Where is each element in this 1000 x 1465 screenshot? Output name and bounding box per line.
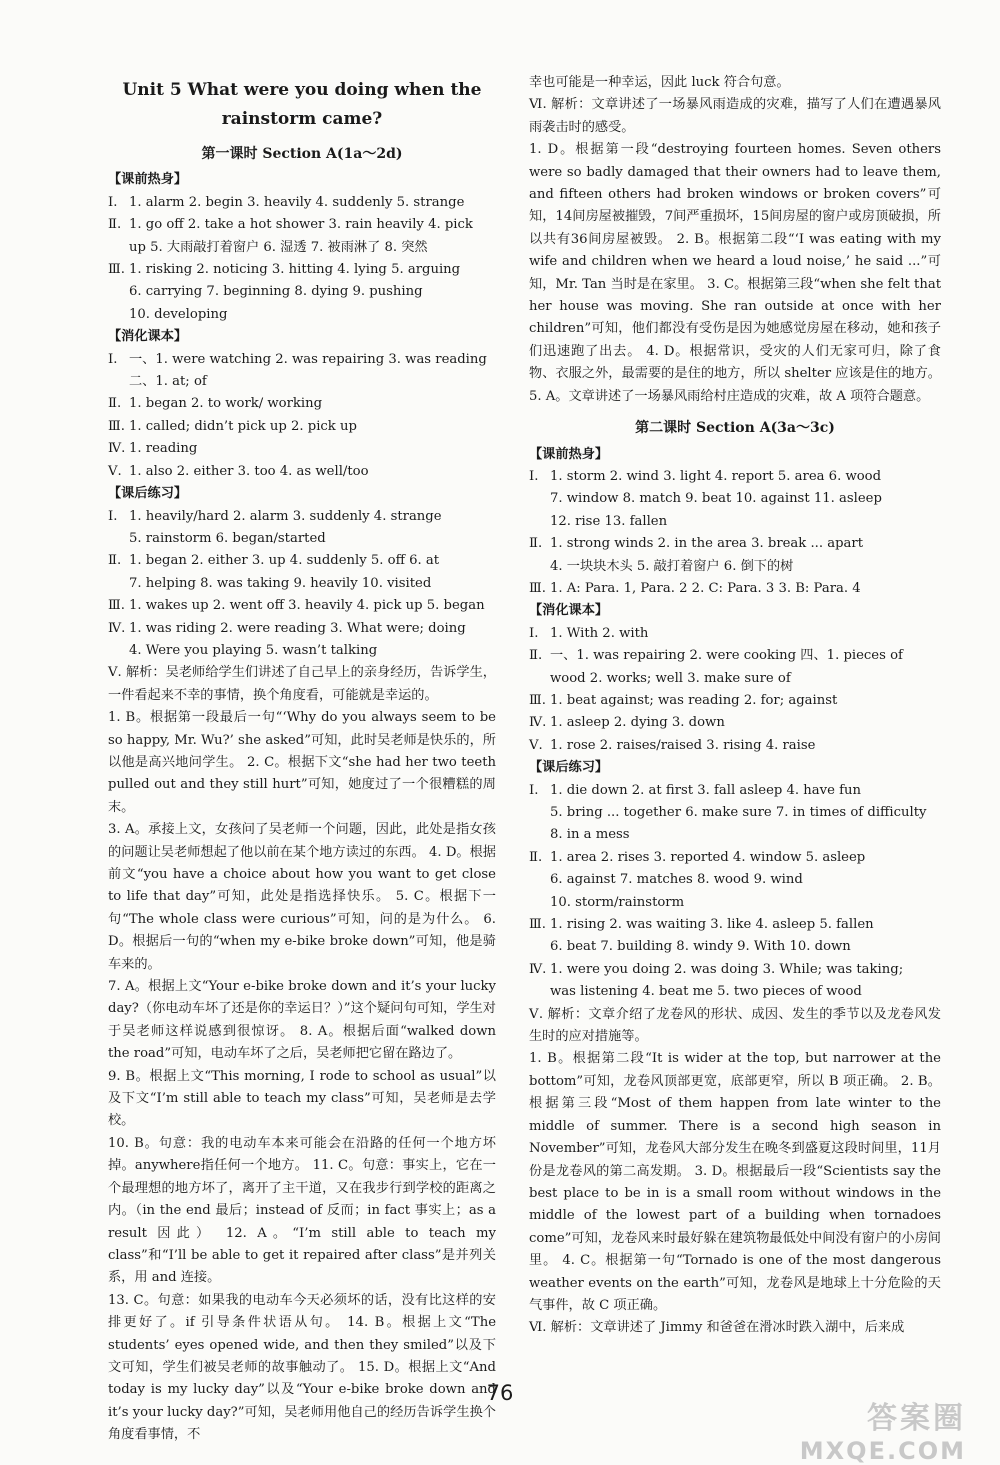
answer-text: 6. carrying 7. beginning 8. dying 9. pushing	[129, 284, 423, 300]
answer-line	[529, 981, 941, 1003]
answer-text: 6. against 7. matches 8. wood 9. wind	[550, 872, 803, 888]
explanation-paragraph: Ⅴ. 解析：文章介绍了龙卷风的形状、成因、发生的季节以及龙卷风发生时的应对措施等。	[529, 1006, 941, 1045]
roman-numeral: Ⅲ.	[529, 917, 546, 933]
roman-numeral: Ⅴ.	[529, 737, 543, 753]
answer-text: 1. rose 2. raises/raised 3. rising 4. raise	[550, 737, 816, 753]
answer-text: 1. was riding 2. were reading 3. What were; doing	[129, 620, 466, 636]
answer-line	[529, 466, 941, 488]
answer-line	[529, 802, 941, 824]
answer-line	[108, 550, 496, 572]
explanation-paragraph: 1. B。根据第二段“It is wider at the top, but narrower at the bottom”可知，龙卷风顶部更宽，底部更窄，所以 B 项正确。 2. B。根据第三段“Most of them happen from late winter to the middle of summer. There is a second high season in November”可知，龙卷风大部分发生在晚冬到盛夏这段时间里，11月份是龙卷风的第二高发期。 3. D。根据最后一段“Scientists say the best place to be in is a small room without windows in the middle of the lowest part of a building when tornadoes come”可知，龙卷风来时最好躲在建筑物最低处中间没有窗户的小房间里。 4. C。根据第一句“Tornado is one of the most dangerous weather events on the earth”可知，龙卷风是地球上十分危险的天气事件，故 C 项正确。	[529, 1051, 941, 1313]
answer-text: 1. risking 2. noticing 3. hitting 4. lying 5. arguing	[129, 262, 461, 278]
answer-line	[529, 712, 941, 734]
roman-numeral: Ⅳ.	[529, 715, 547, 731]
explanation-paragraph: Ⅴ. 解析：吴老师给学生们讲述了自己早上的亲身经历，告诉学生，一件看起来不幸的事情，换个角度看，可能就是幸运的。	[108, 665, 496, 703]
answer-text: 5. bring ... together 6. make sure 7. in times of difficulty	[550, 805, 927, 820]
answer-line	[529, 735, 941, 757]
section-header: 【课前热身】	[529, 446, 609, 462]
roman-numeral: Ⅲ.	[108, 418, 125, 434]
roman-numeral: Ⅲ.	[108, 598, 125, 614]
answer-line	[529, 780, 941, 802]
answer-line	[529, 959, 941, 981]
answer-text: 12. rise 13. fallen	[550, 513, 668, 529]
answer-text: 1. strong winds 2. in the area 3. break ... apart	[550, 536, 864, 552]
watermark-logo: 答案圈 MXQE.COM	[799, 1401, 966, 1465]
answer-text: 1. wakes up 2. went off 3. heavily 4. pick up 5. began	[129, 598, 485, 614]
explanation-paragraph: 1. D。根据第一段“destroying fourteen homes. Seven others were so badly damaged that their owners had to leave them, and fifteen others had broken windows or broken covers”可知，14间房屋被摧毁，7间严重损坏，15间房屋的窗户或房顶破损，所以共有36间房屋被毁。 2. B。根据第二段“‘I was eating with my wife and children when we heard a loud noise,’ he said ...”可知，Mr. Tan 当时是在家里。 3. C。根据第三段“when she felt that her house was moving. She ran outside at once with her children”可知，他们都没有受伤是因为她感觉房屋在移动，她和孩子们迅速跑了出去。 4. D。根据常识，受灾的人们无家可归，除了食物、衣服之外，最需要的是住的地方，所以 shelter 应该是住的地方。 5. A。文章讲述了一场暴风雨给村庄造成的灾难，故 A 项符合题意。	[529, 142, 941, 404]
answer-line	[529, 847, 941, 869]
answer-line	[108, 528, 496, 550]
explanation-paragraph: 1. B。根据第一段最后一句“‘Why do you always seem to be so happy, Mr. Wu?’ she asked”可知，此时吴老师是快乐的，所以他是高兴地问学生。 2. C。根据下文“she had her two teeth pulled out and they still hurt”可知，她度过了一个很糟糕的周末。	[108, 710, 496, 815]
answer-text: 1. called; didn’t pick up 2. pick up	[129, 418, 357, 434]
answer-text: 10. developing	[129, 306, 228, 322]
explanation-paragraph: 9. B。根据上文“This morning, I rode to school as usual”以及下文“I’m still able to teach my class”可知，吴老师是去学校。	[108, 1068, 496, 1129]
answer-text: 一、1. was repairing 2. were cooking 四、1. pieces of	[550, 648, 903, 664]
explanation-paragraph: 7. A。根据上文“Your e-bike broke down and it’s your lucky day?（你电动车坏了还是你的幸运日？）”这个疑问句可知，学生对于吴老师这样说感到很惊讶。 8. A。根据后面“walked down the road”可知，电动车坏了之后，吴老师把它留在路边了。	[108, 979, 496, 1062]
answer-line	[529, 668, 941, 690]
lesson-2-title: 第二课时 Section A(3a～3c)	[635, 420, 835, 437]
answer-text: up 5. 大雨敲打着窗户 6. 湿透 7. 被雨淋了 8. 突然	[129, 239, 428, 255]
answer-line	[108, 461, 496, 483]
answer-text: 6. beat 7. building 8. windy 9. With 10. down	[550, 939, 851, 955]
answer-explanations	[529, 72, 941, 408]
answer-text: wood 2. works; well 3. make sure of	[550, 670, 791, 686]
answer-line	[108, 618, 496, 640]
explanation-paragraph: Ⅵ. 解析：文章讲述了一场暴风雨造成的灾难，描写了人们在遭遇暴风雨袭击时的感受。	[529, 97, 941, 135]
answer-line	[108, 506, 496, 528]
answer-line	[108, 281, 496, 303]
roman-numeral: Ⅰ.	[108, 194, 118, 210]
roman-numeral: Ⅰ.	[108, 508, 118, 524]
roman-numeral: Ⅲ.	[108, 262, 125, 278]
answer-list	[108, 349, 496, 483]
answer-line	[108, 573, 496, 595]
roman-numeral: Ⅱ.	[108, 553, 122, 569]
answer-line	[529, 488, 941, 510]
answer-text: 1. began 2. to work/ working	[129, 396, 323, 412]
section-header: 【消化课本】	[108, 329, 188, 345]
answer-text: 1. die down 2. at first 3. fall asleep 4. have fun	[550, 782, 861, 798]
roman-numeral: Ⅰ.	[108, 351, 118, 367]
roman-numeral: Ⅳ.	[108, 620, 126, 636]
answer-text: 4. Were you playing 5. wasn’t talking	[129, 642, 378, 658]
answer-list	[529, 780, 941, 1004]
answer-explanations	[529, 1004, 941, 1340]
answer-line	[108, 393, 496, 415]
answer-line	[108, 371, 496, 393]
answer-line	[108, 595, 496, 617]
answer-text: 1. began 2. either 3. up 4. suddenly 5. off 6. at	[129, 553, 440, 569]
answer-text: 一、1. were watching 2. was repairing 3. was reading	[129, 351, 487, 367]
answer-text: was listening 4. beat me 5. two pieces of wood	[550, 984, 862, 1000]
answer-text: 1. With 2. with	[550, 625, 649, 641]
answer-text: 二、1. at; of	[129, 374, 207, 390]
answer-list	[529, 623, 941, 757]
roman-numeral: Ⅱ.	[108, 396, 122, 412]
explanation-paragraph: 3. A。承接上文，女孩问了吴老师一个问题，因此，此处是指女孩的问题让吴老师想起了他以前在某个地方读过的东西。 4. D。根据前文“you have a choice about how you want to get close to life that day”可知，此处是指选择快乐。 5. C。根据下一句“The whole class were curious”可知，问的是为什么。 6. D。根据后一句的“when my e-bike broke down”可知，他是骑车来的。	[108, 822, 496, 972]
roman-numeral: Ⅰ.	[529, 468, 539, 484]
answer-line	[108, 416, 496, 438]
answer-text: 7. helping 8. was taking 9. heavily 10. visited	[129, 575, 432, 591]
roman-numeral: Ⅰ.	[529, 782, 539, 798]
answer-text: 1. beat against; was reading 2. for; against	[550, 692, 838, 708]
unit-title: Unit 5 What were you doing when the rainstorm came?	[122, 80, 482, 129]
explanation-paragraph: Ⅵ. 解析：文章讲述了 Jimmy 和爸爸在滑冰时跌入湖中，后来成	[529, 1320, 905, 1336]
answer-explanations	[108, 662, 496, 1446]
answer-text: 1. rising 2. was waiting 3. like 4. asleep 5. fallen	[550, 917, 874, 933]
page-number: 76	[486, 1381, 514, 1405]
roman-numeral: Ⅱ.	[529, 849, 543, 865]
answer-line	[529, 556, 941, 578]
roman-numeral: Ⅳ.	[108, 441, 126, 457]
roman-numeral: Ⅳ.	[529, 961, 547, 977]
left-column	[108, 72, 496, 1447]
lesson-1-title: 第一课时 Section A(1a～2d)	[201, 146, 403, 162]
answer-line	[529, 936, 941, 958]
answer-text: 4. 一块块木头 5. 敲打着窗户 6. 倒下的树	[550, 558, 794, 574]
explanation-paragraph: 幸也可能是一种幸运，因此 luck 符合句意。	[529, 75, 790, 90]
answer-text: 1. A: Para. 1, Para. 2 2. C: Para. 3 3. B: Para. 4	[550, 580, 861, 596]
right-column	[529, 72, 941, 1340]
answer-line	[529, 824, 941, 846]
answer-text: 8. in a mess	[550, 827, 630, 843]
answer-text: 1. go off 2. take a hot shower 3. rain heavily 4. pick	[129, 217, 473, 233]
roman-numeral: Ⅱ.	[529, 648, 543, 664]
answer-line	[529, 914, 941, 936]
explanation-paragraph: 10. B。句意：我的电动车本来可能会在沿路的任何一个地方坏掉。anywhere指任何一个地方。 11. C。句意：事实上，它在一个最理想的地方坏了，离开了主干道，又在我步行到学校的距离之内。（in the end 最后；instead of 反而；in fact 事实上；as a result 因此） 12. A。“I’m still able to teach my class”和“I’ll be able to get it repaired after class”是并列关系，用 and 连接。	[108, 1135, 496, 1286]
answer-line	[108, 304, 496, 326]
answer-line	[529, 892, 941, 914]
answer-text: 1. also 2. either 3. too 4. as well/too	[129, 463, 369, 479]
roman-numeral: Ⅲ.	[529, 692, 546, 708]
answer-line	[108, 259, 496, 281]
answer-text: 1. area 2. rises 3. reported 4. window 5. asleep	[550, 849, 866, 865]
section-header: 【课后练习】	[108, 486, 188, 502]
roman-numeral: Ⅱ.	[108, 217, 122, 233]
answer-line	[108, 640, 496, 662]
roman-numeral: Ⅲ.	[529, 580, 546, 596]
section-header: 【课前热身】	[108, 172, 188, 188]
answer-text: 1. reading	[129, 441, 198, 457]
answer-line	[108, 349, 496, 371]
answer-line	[529, 623, 941, 645]
answer-line	[529, 645, 941, 667]
roman-numeral: Ⅴ.	[108, 463, 122, 479]
answer-line	[529, 511, 941, 533]
roman-numeral: Ⅰ.	[529, 625, 539, 641]
answer-text: 5. rainstorm 6. began/started	[129, 530, 326, 546]
answer-line	[529, 533, 941, 555]
answer-text: 7. window 8. match 9. beat 10. against 11. asleep	[550, 491, 882, 507]
answer-line	[108, 438, 496, 460]
answer-list	[108, 506, 496, 663]
section-header: 【课后练习】	[529, 760, 609, 776]
answer-text: 1. storm 2. wind 3. light 4. report 5. area 6. wood	[550, 468, 882, 484]
answer-line	[108, 237, 496, 259]
answer-text: 1. heavily/hard 2. alarm 3. suddenly 4. strange	[129, 508, 442, 524]
answer-text: 1. alarm 2. begin 3. heavily 4. suddenly 5. strange	[129, 194, 465, 210]
answer-line	[108, 214, 496, 236]
answer-list	[529, 466, 941, 600]
answer-line	[108, 192, 496, 214]
explanation-paragraph: 13. C。句意：如果我的电动车今天必须坏的话，没有比这样的安排更好了。if 引导条件状语从句。 14. B。根据上文“The students’ eyes opened wide, and then they smiled”以及下文可知，学生们被吴老师的故事触动了。 15. D。根据上文“And today is my lucky day”以及“Your e-bike broke down and it’s your lucky day?”可知，吴老师用他自己的经历告诉学生换个角度看事情，不	[108, 1292, 496, 1443]
answer-text: 1. asleep 2. dying 3. down	[550, 715, 725, 731]
answer-line	[529, 869, 941, 891]
answer-line	[529, 690, 941, 712]
answer-list	[108, 192, 496, 326]
section-header: 【消化课本】	[529, 603, 609, 619]
answer-line	[529, 578, 941, 600]
answer-text: 1. were you doing 2. was doing 3. While; was taking;	[550, 961, 904, 977]
answer-text: 10. storm/rainstorm	[550, 894, 685, 910]
roman-numeral: Ⅱ.	[529, 536, 543, 552]
